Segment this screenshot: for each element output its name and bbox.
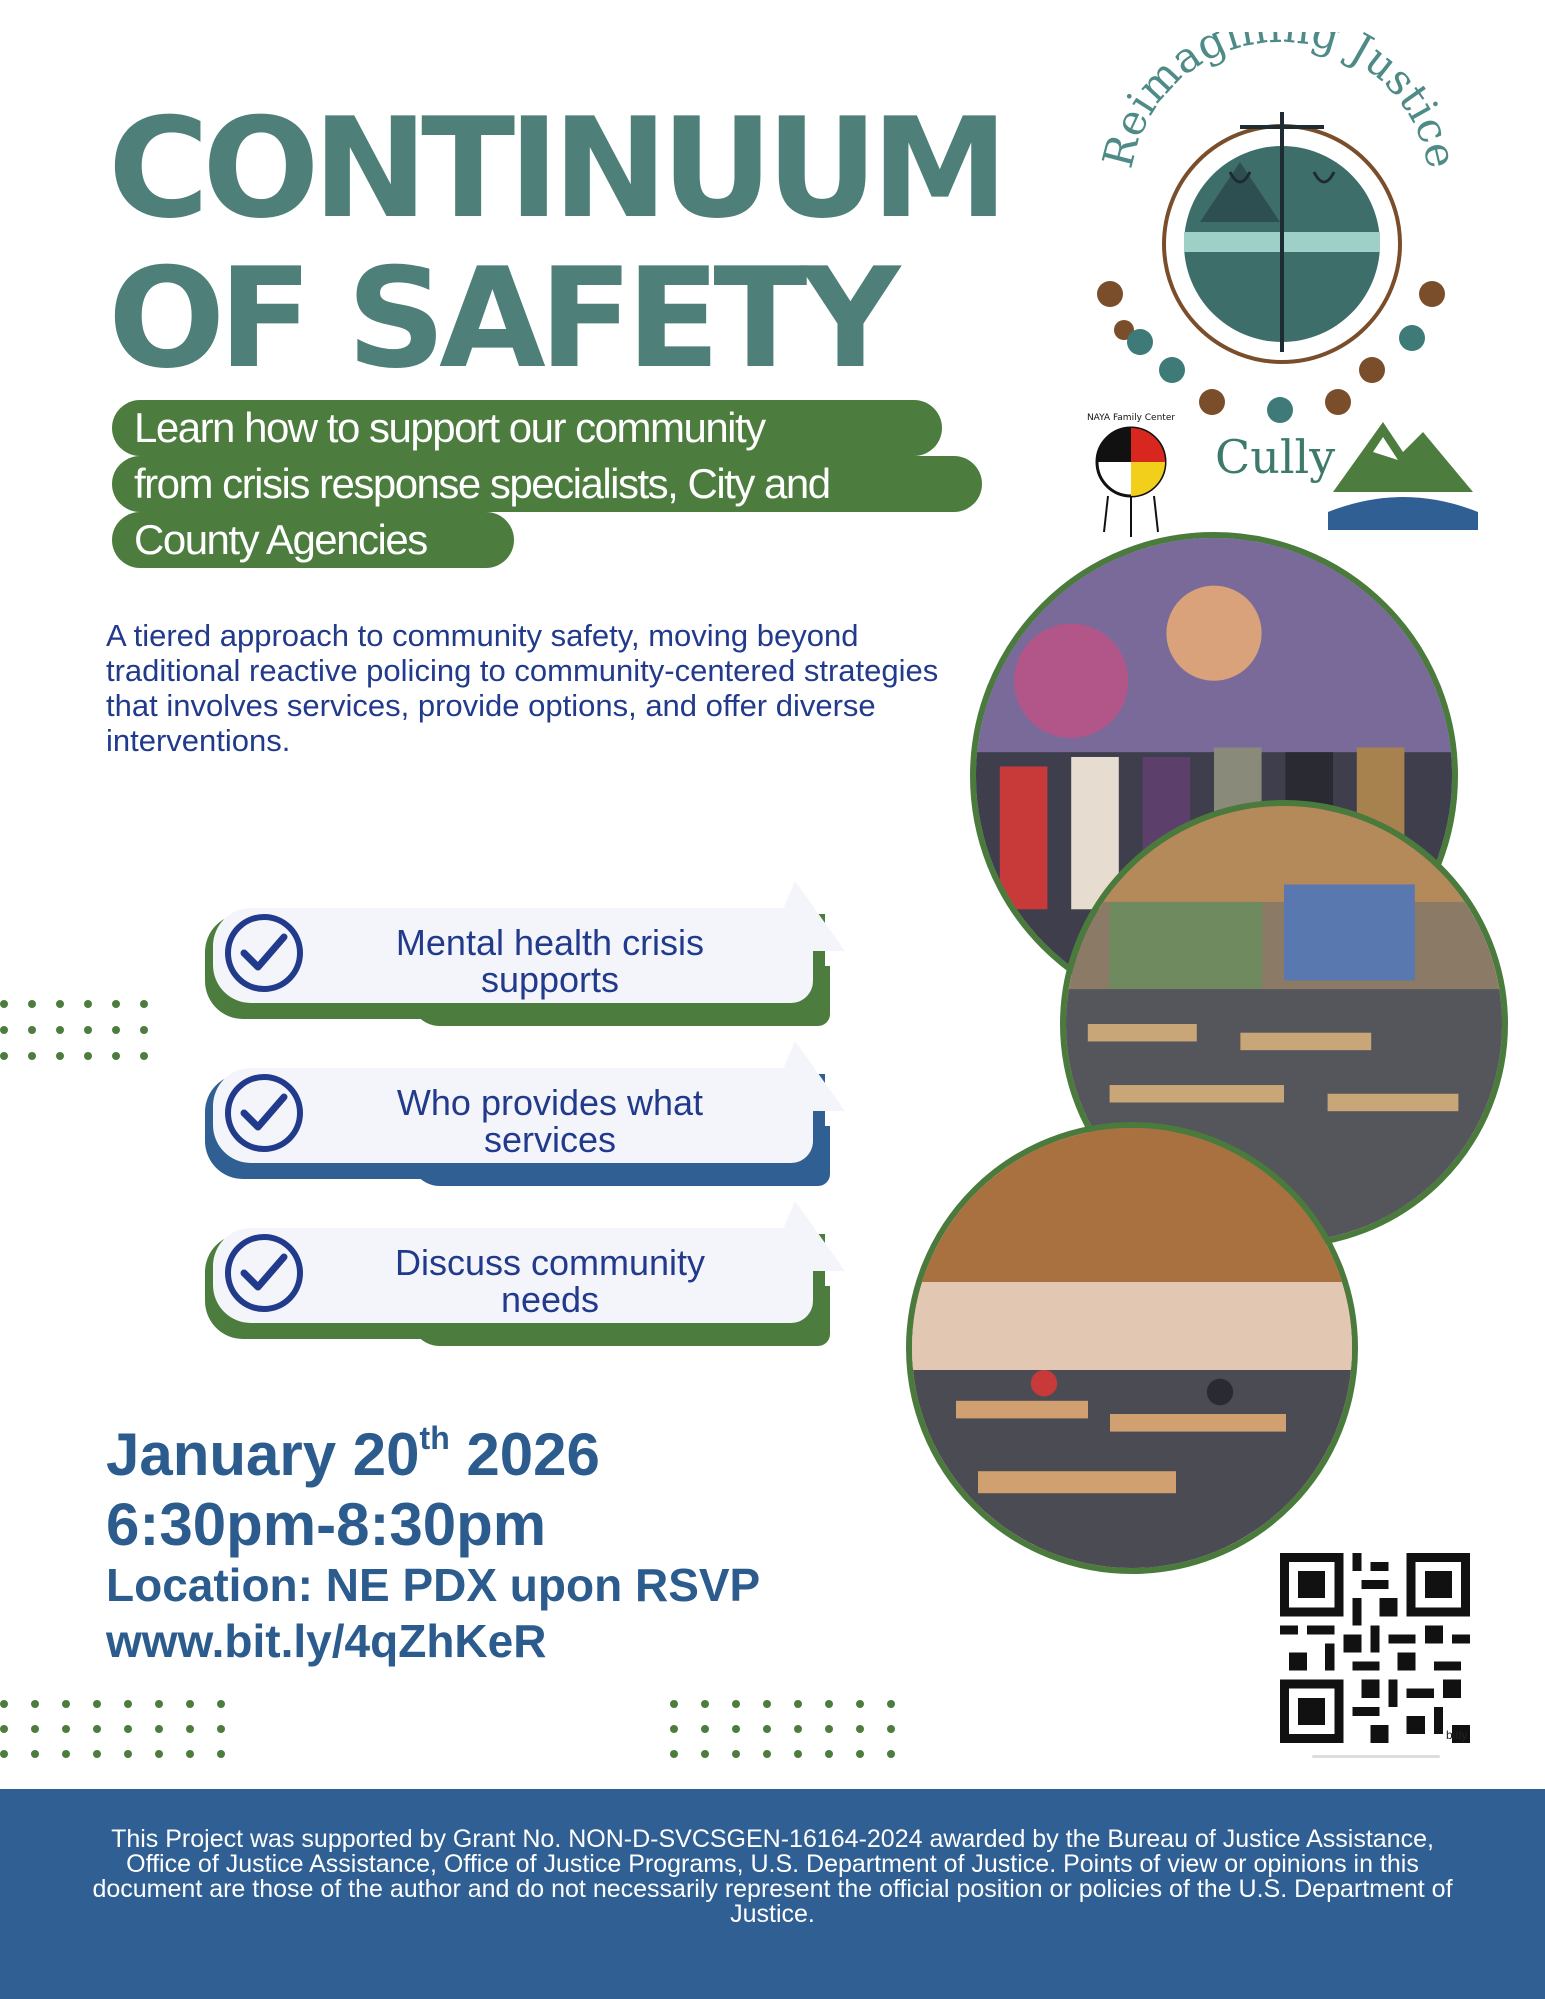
dot [856, 1750, 864, 1758]
qr-code-icon[interactable] [1280, 1553, 1470, 1743]
reimagining-justice-logo [1090, 32, 1470, 432]
event-url-link[interactable]: www.bit.ly/4qZhKeR [106, 1615, 547, 1667]
dot [732, 1750, 740, 1758]
dot [0, 1052, 8, 1060]
dot [217, 1725, 225, 1733]
topic-pointer [765, 881, 845, 951]
meeting-hall-photo [906, 1122, 1358, 1574]
dot [112, 1026, 120, 1034]
subtitle-line1: Learn how to support our community [112, 400, 942, 456]
event-date: January 20th 2026 [106, 1420, 600, 1488]
dot [763, 1725, 771, 1733]
subtitle-line3: County Agencies [112, 512, 514, 568]
dot [93, 1750, 101, 1758]
dot [62, 1725, 70, 1733]
dot [62, 1750, 70, 1758]
dot [112, 1052, 120, 1060]
topic-item-2 [205, 1066, 875, 1206]
dot [856, 1700, 864, 1708]
naya-family-center-logo [1086, 402, 1176, 542]
dot [84, 1052, 92, 1060]
dot [763, 1750, 771, 1758]
dot [155, 1725, 163, 1733]
topic-pointer [765, 1041, 845, 1111]
dot [732, 1725, 740, 1733]
dot [763, 1700, 771, 1708]
dot [887, 1750, 895, 1758]
dot [84, 1000, 92, 1008]
dot [825, 1725, 833, 1733]
topic-pointer [765, 1201, 845, 1271]
dot [93, 1725, 101, 1733]
page-title-line1: CONTINUUM [108, 88, 1002, 249]
description-text: A tiered approach to community safety, moving beyond traditional reactive policing to community-centered strategies that involves services, provide options, and offer diverse interventions. [106, 618, 939, 758]
dot-pattern-bottom-left [0, 1700, 225, 1758]
dot [62, 1700, 70, 1708]
topic-label: Discuss community needs [394, 1242, 706, 1320]
footer-disclaimer: This Project was supported by Grant No. NON-D-SVCSGEN-16164-2024 awarded by the Bureau of Justice Assistance, Office of Justice Assistance, Office of Justice Programs, U.S. Department of Justice. Points of view or opinions in this document are those of the author and do not necessarily represent the official position or policies of the U.S. Department of Justice. [92, 1825, 1453, 1928]
dot [31, 1750, 39, 1758]
checkmark-icon [225, 1074, 303, 1152]
dot [155, 1700, 163, 1708]
dot [701, 1725, 709, 1733]
dot [186, 1725, 194, 1733]
dot [28, 1000, 36, 1008]
dot [28, 1026, 36, 1034]
footer-banner [0, 1789, 1545, 1999]
dot [31, 1700, 39, 1708]
topic-item-1 [205, 906, 875, 1046]
dot [794, 1750, 802, 1758]
dot-pattern-bottom-center [670, 1700, 895, 1758]
dot [0, 1000, 8, 1008]
dot [31, 1725, 39, 1733]
dot [856, 1725, 864, 1733]
dot [0, 1725, 8, 1733]
topic-label: Who provides what services [396, 1082, 704, 1160]
dot [794, 1725, 802, 1733]
dot [124, 1700, 132, 1708]
dot [670, 1725, 678, 1733]
dot [186, 1750, 194, 1758]
dot [0, 1750, 8, 1758]
svg-text:NAYA Family Center: NAYA Family Center [1086, 413, 1176, 423]
dot [701, 1750, 709, 1758]
dot [140, 1026, 148, 1034]
dot [93, 1700, 101, 1708]
event-location: Location: NE PDX upon RSVP [106, 1559, 761, 1611]
cully-wordmark: Cully [1215, 430, 1336, 484]
dot [825, 1700, 833, 1708]
dot [186, 1700, 194, 1708]
page-title-line2: OF SAFETY [108, 238, 894, 399]
qr-caption: bitly [1446, 1728, 1468, 1742]
dot [732, 1700, 740, 1708]
event-time: 6:30pm-8:30pm [106, 1491, 547, 1558]
dot [155, 1750, 163, 1758]
checkmark-icon [225, 1234, 303, 1312]
dot [124, 1725, 132, 1733]
dot [56, 1052, 64, 1060]
checkmark-icon [225, 914, 303, 992]
topic-label: Mental health crisis supports [395, 922, 705, 1000]
dot [825, 1750, 833, 1758]
dot [670, 1750, 678, 1758]
dot [56, 1026, 64, 1034]
mountain-logo-icon [1328, 412, 1478, 530]
subtitle-line2: from crisis response specialists, City and [112, 456, 982, 512]
dot [84, 1026, 92, 1034]
divider [1312, 1755, 1440, 1758]
dot [217, 1750, 225, 1758]
dot [140, 1000, 148, 1008]
dot-pattern-left [0, 1000, 148, 1060]
dot [0, 1026, 8, 1034]
dot [794, 1700, 802, 1708]
dot [887, 1700, 895, 1708]
dot [112, 1000, 120, 1008]
dot [56, 1000, 64, 1008]
topic-item-3 [205, 1226, 875, 1366]
svg-text:Reimagining Justice: Reimagi g Justice [1093, 32, 1467, 173]
dot [28, 1052, 36, 1060]
dot [140, 1052, 148, 1060]
dot [124, 1750, 132, 1758]
dot [701, 1700, 709, 1708]
dot [670, 1700, 678, 1708]
dot [217, 1700, 225, 1708]
dot [887, 1725, 895, 1733]
dot [0, 1700, 8, 1708]
